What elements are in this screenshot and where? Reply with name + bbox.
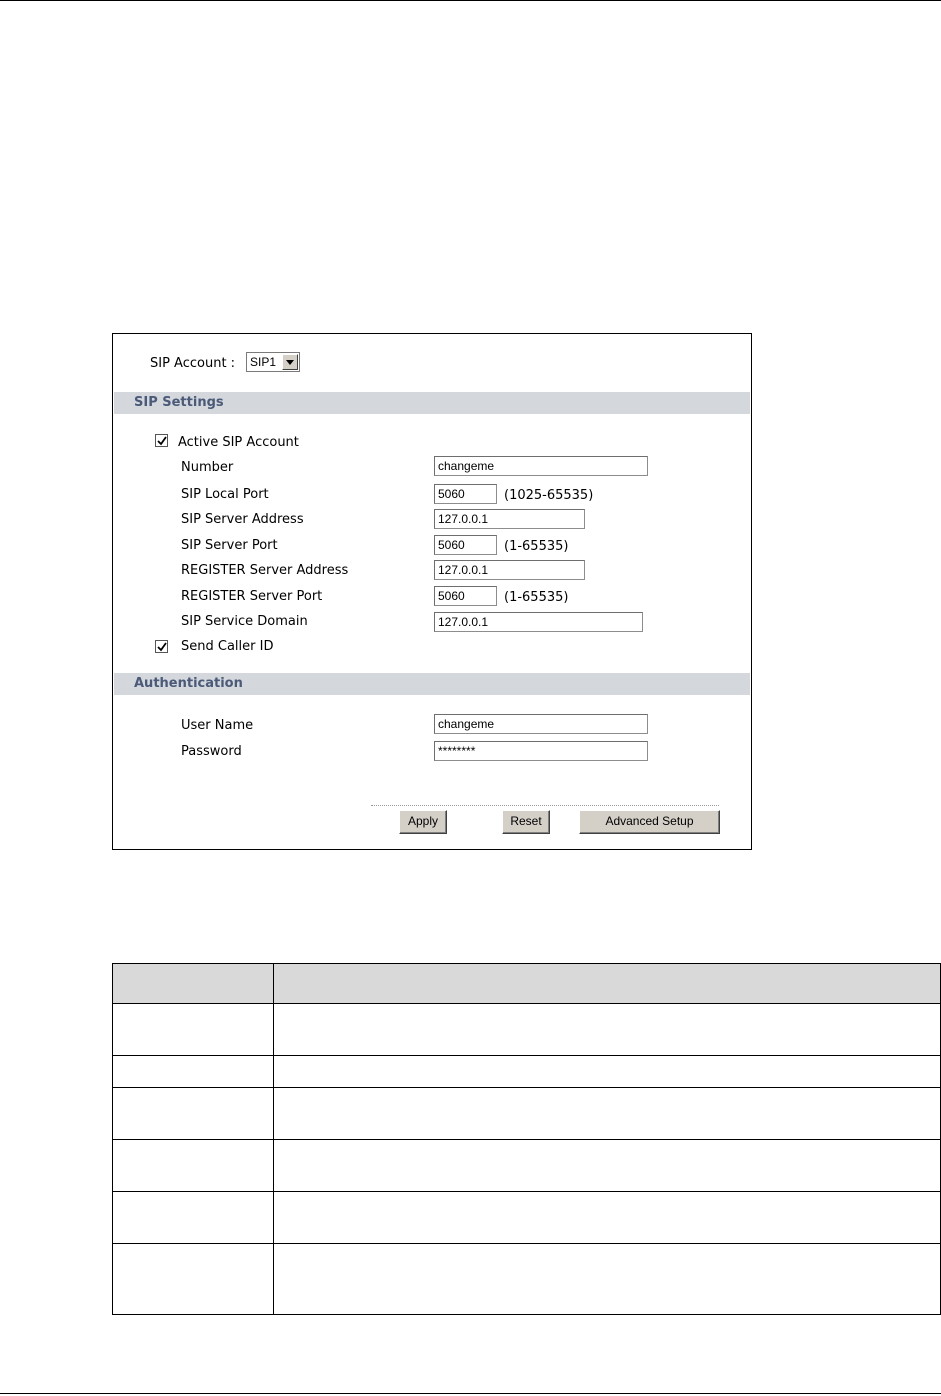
register-server-port-field[interactable]: 5060: [434, 586, 497, 606]
button-divider: [371, 805, 719, 806]
sip-settings-screenshot: [112, 333, 752, 850]
user-name-field[interactable]: changeme: [434, 714, 648, 734]
table-cell: [274, 1140, 941, 1192]
sip-service-domain-label: SIP Service Domain: [181, 614, 308, 629]
advanced-setup-button[interactable]: Advanced Setup: [579, 810, 720, 834]
bottom-rule: [0, 1393, 941, 1394]
sip-server-address-field[interactable]: 127.0.0.1: [434, 509, 585, 529]
checkmark-icon: [157, 436, 167, 446]
table-header-cell: [274, 964, 941, 1004]
field-description-table: [112, 963, 941, 1315]
sip-account-value: SIP1: [250, 355, 277, 369]
table-row: [113, 1088, 941, 1140]
user-name-label: User Name: [181, 718, 254, 733]
table-cell: [274, 1244, 941, 1315]
table-header-cell: [113, 964, 274, 1004]
sip-account-label: SIP Account :: [150, 356, 236, 371]
table-row: [113, 1244, 941, 1315]
active-sip-account-label: Active SIP Account: [178, 435, 299, 450]
register-server-address-label: REGISTER Server Address: [181, 563, 349, 578]
table-row: [113, 1192, 941, 1244]
table-cell: [274, 1088, 941, 1140]
active-sip-account-checkbox[interactable]: [155, 434, 168, 447]
table-header-row: [113, 964, 941, 1004]
table-cell: [113, 1088, 274, 1140]
password-field[interactable]: ********: [434, 741, 648, 761]
sip-settings-section-header: [114, 392, 750, 414]
sip-local-port-label: SIP Local Port: [181, 487, 269, 502]
table-cell: [113, 1056, 274, 1088]
send-caller-id-checkbox[interactable]: [155, 640, 168, 653]
section-title-authentication: Authentication: [134, 676, 243, 691]
table-cell: [113, 1192, 274, 1244]
table-cell: [274, 1192, 941, 1244]
sip-server-port-range: (1-65535): [504, 539, 569, 554]
sip-service-domain-field[interactable]: 127.0.0.1: [434, 612, 643, 632]
apply-button[interactable]: Apply: [399, 810, 447, 834]
sip-account-select[interactable]: [246, 352, 300, 372]
password-label: Password: [181, 744, 242, 759]
table-cell: [113, 1140, 274, 1192]
table-cell: [113, 1244, 274, 1315]
register-server-port-range: (1-65535): [504, 590, 569, 605]
sip-local-port-range: (1025-65535): [504, 488, 594, 503]
number-field[interactable]: changeme: [434, 456, 648, 476]
section-title-sip-settings: SIP Settings: [134, 395, 224, 410]
checkmark-icon: [157, 642, 167, 652]
table-row: [113, 1004, 941, 1056]
send-caller-id-label: Send Caller ID: [181, 639, 274, 654]
authentication-section-header: [114, 673, 750, 695]
top-rule: [0, 0, 941, 1]
table-row: [113, 1140, 941, 1192]
table-cell: [274, 1004, 941, 1056]
table-row: [113, 1056, 941, 1088]
reset-button[interactable]: Reset: [502, 810, 550, 834]
sip-local-port-field[interactable]: 5060: [434, 484, 497, 504]
number-label: Number: [181, 460, 234, 475]
register-server-port-label: REGISTER Server Port: [181, 589, 323, 604]
register-server-address-field[interactable]: 127.0.0.1: [434, 560, 585, 580]
sip-server-port-field[interactable]: 5060: [434, 535, 497, 555]
chevron-down-icon[interactable]: [282, 354, 298, 370]
sip-server-address-label: SIP Server Address: [181, 512, 304, 527]
sip-server-port-label: SIP Server Port: [181, 538, 278, 553]
table-cell: [113, 1004, 274, 1056]
table-cell: [274, 1056, 941, 1088]
